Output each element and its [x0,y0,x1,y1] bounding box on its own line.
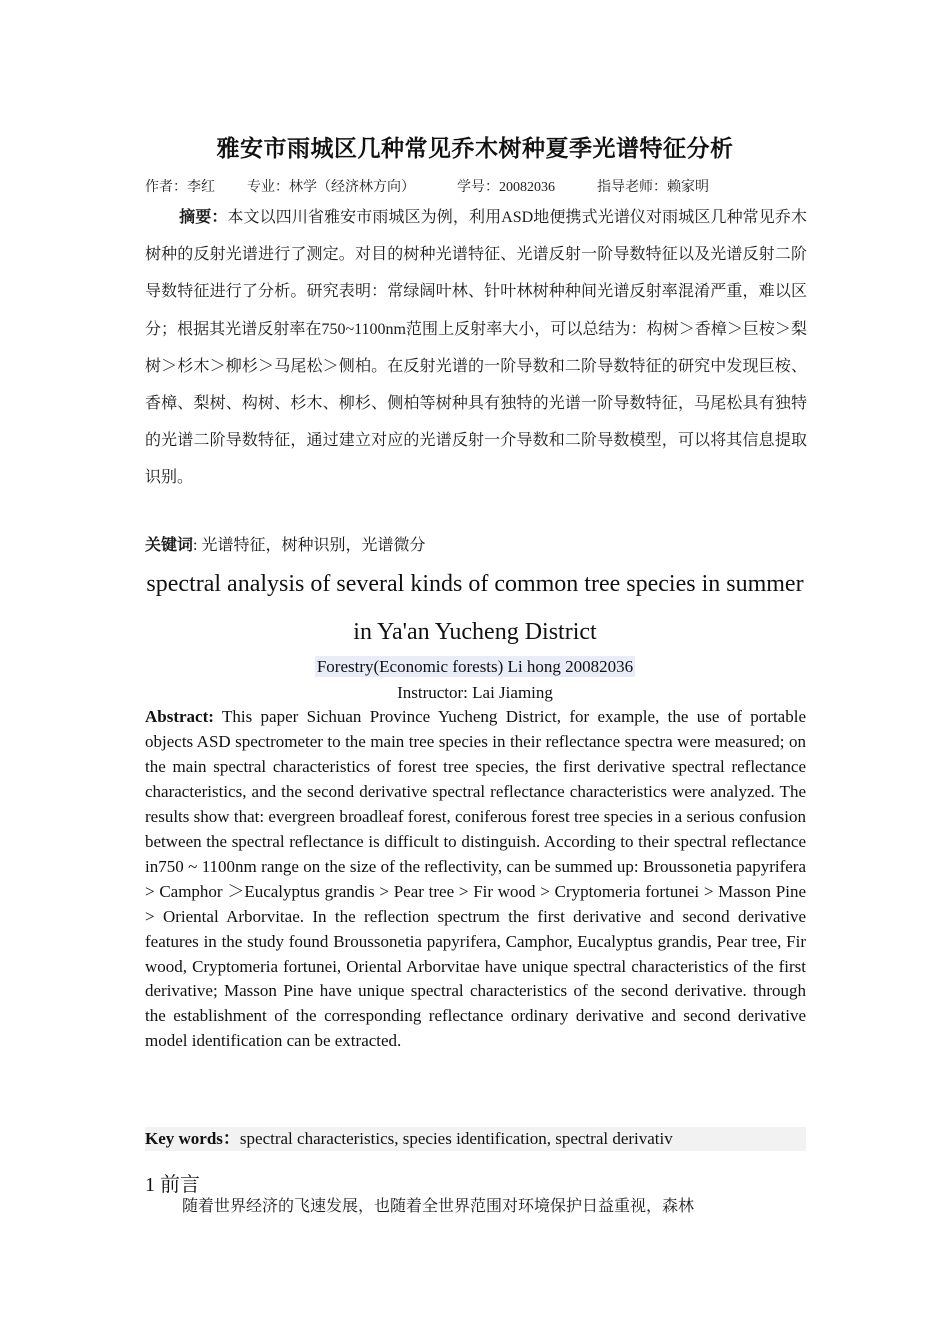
advisor-field: 指导老师：赖家明 [597,180,709,195]
chinese-abstract-label: 摘要： [179,207,228,226]
author-field: 作者：李红 [145,180,215,195]
section-paragraph-text: 随着世界经济的飞速发展，也随着全世界范围对环境保护日益重视，森林 [182,1198,695,1215]
english-keywords [145,1127,806,1151]
major-field: 专业：林学（经济林方向） [247,180,415,195]
chinese-keywords-text: : 光谱特征，树种识别，光谱微分 [193,537,426,554]
student-id-field: 学号：20082036 [457,180,555,195]
english-keywords-text: spectral characteristics, species identification, spectral derivativ [239,1129,673,1148]
english-abstract-label: Abstract: [145,707,214,726]
english-abstract [145,705,806,1054]
chinese-abstract-text: 本文以四川省雅安市雨城区为例，利用ASD地便携式光谱仪对雨城区几种常见乔木树种的反射光谱进行了测定。对目的树种光谱特征、光谱反射一阶导数特征以及光谱反射二阶导数特征进行了分析。研究表明：常绿阔叶林、针叶林树种种间光谱反射率混淆严重，难以区分；根据其光谱反射率在750~1100nm范围上反射率大小，可以总结为：构树＞香樟＞巨桉＞梨树＞杉木＞柳杉＞马尾松＞侧柏。在反射光谱的一阶导数和二阶导数特征的研究中发现巨桉、香樟、梨树、构树、杉木、柳杉、侧柏等树种具有独特的光谱一阶导数特征，马尾松具有独特的光谱二阶导数特征，通过建立对应的光谱反射一介导数和二阶导数模型，可以将其信息提取识别。 [145,209,807,487]
section-paragraph [145,1193,806,1221]
english-author: Forestry(Economic forests) Li hong 20082036 [316,657,634,676]
chinese-abstract [145,198,807,497]
chinese-keywords [145,532,807,555]
english-instructor: Instructor: Lai Jiaming [397,683,553,702]
author-meta-line [145,176,805,196]
english-author-line [145,657,805,677]
english-title: spectral analysis of several kinds of common tree species in summer in Ya'an Yucheng District [146,571,804,645]
english-abstract-text: This paper Sichuan Province Yucheng District, for example, the use of portable objects ASD spectrometer to the main tree species in their reflectance spectra were measured; on the main spectral characteristics of forest tree species, the first derivative spectral reflectance characteristics, and the second derivative spectral reflectance characteristics were analyzed. The results show that: evergreen broadleaf forest, coniferous forest tree species in a serious confusion between the spectral reflectance is difficult to distinguish. According to their spectral reflectance in750 ~ 1100nm range on the size of the reflectivity, can be summed up: Broussonetia papyrifera > Camphor ＞Eucalyptus grandis > Pear tree > Fir wood > Cryptomeria fortunei > Masson Pine > Oriental Arborvitae. In the reflection spectrum the first derivative and second derivative features in the study found Broussonetia papyrifera, Camphor, Eucalyptus grandis, Pear tree, Fir wood, Cryptomeria fortunei, Oriental Arborvitae have unique spectral characteristics of the first derivative; Masson Pine have unique spectral characteristics of the second derivative. through the establishment of the corresponding reflectance ordinary derivative and second derivative model identification can be extracted. [145,707,806,1051]
section-heading: 1 前言 [145,1174,200,1196]
chinese-title: 雅安市雨城区几种常见乔木树种夏季光谱特征分析 [216,136,734,162]
english-keywords-label: Key words： [145,1129,240,1148]
chinese-keywords-label: 关键词 [145,535,194,554]
